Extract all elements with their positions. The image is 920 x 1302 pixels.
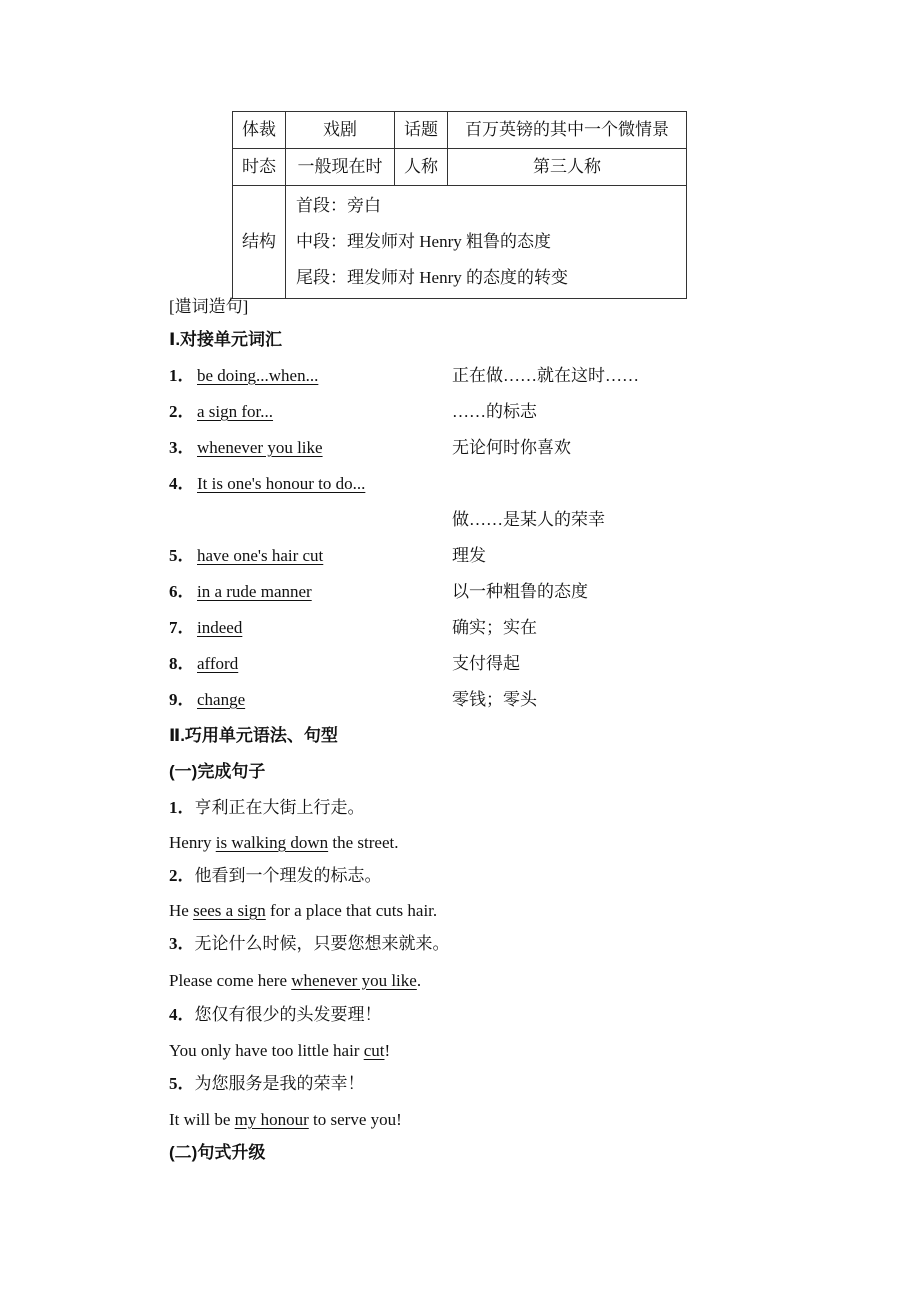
sentence-after: ! xyxy=(384,1041,391,1060)
genre-value: 戏剧 xyxy=(286,112,395,149)
vocab-english xyxy=(197,473,365,495)
sentence-after: . xyxy=(416,971,422,990)
vocab-number: 9． xyxy=(169,690,195,709)
vocab-number: 3． xyxy=(169,438,195,457)
vocab-chinese: 无论何时你喜欢 xyxy=(452,438,571,457)
sentence-number: 4． xyxy=(169,1005,195,1024)
sentence-blank-answer: my honour xyxy=(234,1110,309,1129)
sentence-chinese: 他看到一个理发的标志。 xyxy=(194,866,382,885)
sentence-chinese: 亨利正在大街上行走。 xyxy=(194,798,365,817)
vocab-number: 4． xyxy=(169,474,195,493)
sentence-answer xyxy=(169,1040,390,1062)
vocab-english-text: a sign for... xyxy=(197,402,274,421)
sentence-prompt xyxy=(169,1004,382,1026)
sentence-before: Please come here xyxy=(169,971,292,990)
topic-label: 话题 xyxy=(395,112,448,149)
sentence-answer xyxy=(169,1109,402,1131)
sentence-number: 3． xyxy=(169,934,195,953)
sentence-number: 5． xyxy=(169,1074,195,1093)
vocab-number: 2． xyxy=(169,402,195,421)
sub1-title: (一)完成句子 xyxy=(169,762,266,781)
sentence-before: It will be xyxy=(169,1110,235,1129)
topic-value: 百万英镑的其中一个微情景 xyxy=(448,112,687,149)
sentence-after: to serve you! xyxy=(308,1110,402,1129)
structure-label: 结构 xyxy=(233,186,286,299)
vocab-english xyxy=(197,617,242,639)
vocab-number: 8． xyxy=(169,654,195,673)
vocab-english xyxy=(197,653,238,675)
sentence-prompt xyxy=(169,865,382,887)
sentence-number: 1． xyxy=(169,798,195,817)
vocab-english xyxy=(197,401,273,423)
vocab-english-text: in a rude manner xyxy=(197,582,312,601)
vocab-chinese: 理发 xyxy=(452,546,486,565)
sentence-number: 2． xyxy=(169,866,195,885)
vocab-english-text: change xyxy=(197,690,246,709)
part2-title: Ⅱ.巧用单元语法、句型 xyxy=(169,726,338,745)
vocab-number: 6． xyxy=(169,582,195,601)
sentence-after: for a place that cuts hair. xyxy=(265,901,438,920)
tense-label: 时态 xyxy=(233,149,286,186)
person-value: 第三人称 xyxy=(448,149,687,186)
genre-label: 体裁 xyxy=(233,112,286,149)
vocab-english xyxy=(197,545,323,567)
sentence-prompt xyxy=(169,933,450,955)
sentence-answer xyxy=(169,900,437,922)
sentence-after: the street. xyxy=(328,833,399,852)
vocab-chinese: 确实；实在 xyxy=(452,618,537,637)
sentence-chinese: 无论什么时候，只要您想来就来。 xyxy=(194,934,450,953)
vocab-number: 5． xyxy=(169,546,195,565)
sentence-before: He xyxy=(169,901,194,920)
structure-line: 中段：理发师对 Henry 粗鲁的态度 xyxy=(296,232,551,251)
section-title: [遣词造句] xyxy=(169,297,249,316)
vocab-chinese: ……的标志 xyxy=(452,402,537,421)
sentence-answer xyxy=(169,832,398,854)
sentence-chinese: 您仅有很少的头发要理！ xyxy=(194,1005,382,1024)
part1-title: Ⅰ.对接单元词汇 xyxy=(169,330,283,349)
vocab-chinese: 以一种粗鲁的态度 xyxy=(452,582,588,601)
sentence-blank-answer: sees a sign xyxy=(193,901,266,920)
vocab-english-text: be doing...when... xyxy=(197,366,319,385)
sentence-prompt xyxy=(169,1073,365,1095)
vocab-number: 1． xyxy=(169,366,195,385)
sentence-prompt xyxy=(169,797,365,819)
vocab-chinese: 做……是某人的荣幸 xyxy=(452,510,605,529)
sentence-answer xyxy=(169,970,421,992)
sentence-chinese: 为您服务是我的荣幸！ xyxy=(194,1074,365,1093)
structure-value xyxy=(286,186,687,299)
structure-line: 首段：旁白 xyxy=(296,196,381,215)
vocab-english xyxy=(197,689,245,711)
vocab-english-text: whenever you like xyxy=(197,438,323,457)
vocab-chinese: 支付得起 xyxy=(452,654,520,673)
vocab-english xyxy=(197,581,312,603)
sentence-before: You only have too little hair xyxy=(169,1041,364,1060)
sentence-before: Henry xyxy=(169,833,216,852)
structure-line: 尾段：理发师对 Henry 的态度的转变 xyxy=(296,268,568,287)
vocab-english xyxy=(197,365,318,387)
vocab-english-text: indeed xyxy=(197,618,243,637)
tense-value: 一般现在时 xyxy=(286,149,395,186)
person-label: 人称 xyxy=(395,149,448,186)
vocab-english-text: It is one's honour to do... xyxy=(197,474,366,493)
vocab-english-text: have one's hair cut xyxy=(197,546,324,565)
vocab-english xyxy=(197,437,323,459)
summary-table xyxy=(232,111,687,299)
vocab-number: 7． xyxy=(169,618,195,637)
vocab-chinese: 零钱；零头 xyxy=(452,690,537,709)
sentence-blank-answer: is walking down xyxy=(215,833,329,852)
sentence-blank-answer: whenever you like xyxy=(291,971,417,990)
sub2-title: (二)句式升级 xyxy=(169,1143,266,1162)
vocab-chinese: 正在做……就在这时…… xyxy=(452,366,639,385)
vocab-english-text: afford xyxy=(197,654,239,673)
sentence-blank-answer: cut xyxy=(363,1041,385,1060)
